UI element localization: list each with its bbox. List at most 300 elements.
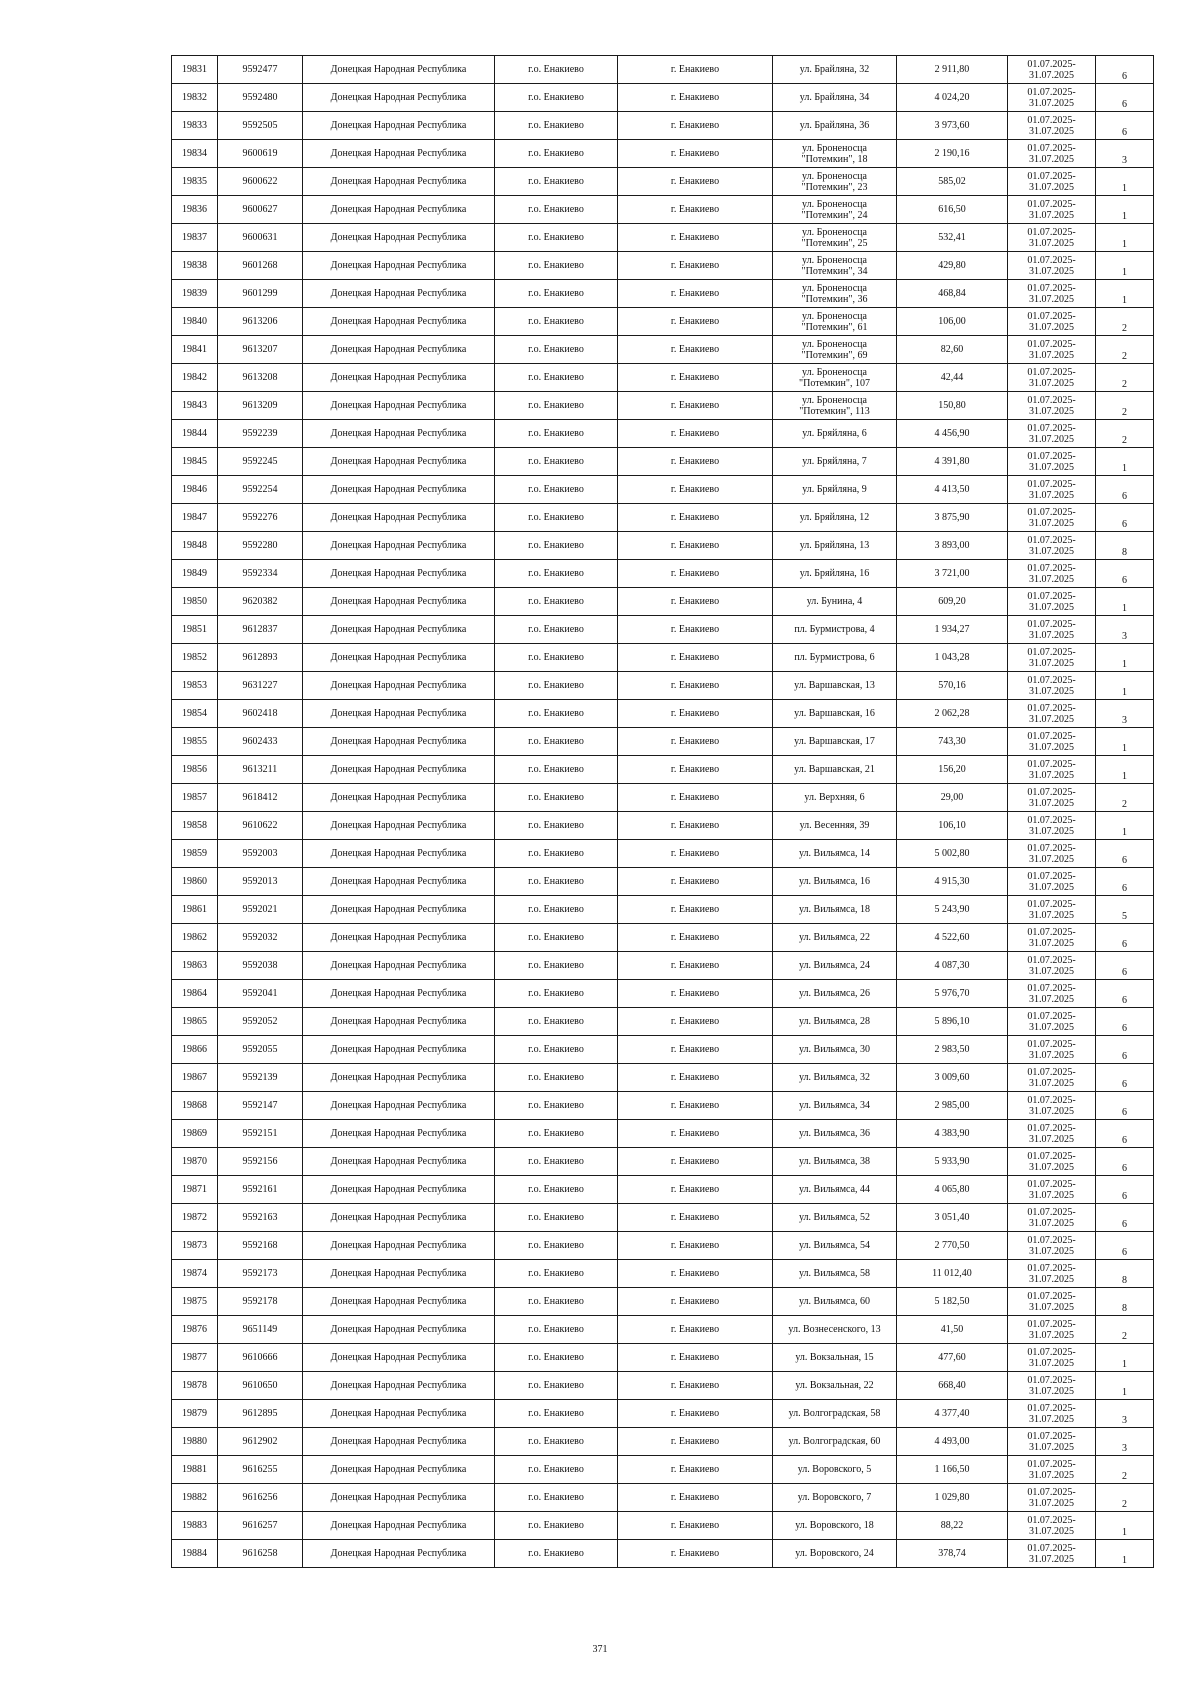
district-cell: г.о. Енакиево — [495, 112, 618, 140]
region-cell: Донецкая Народная Республика — [303, 1372, 495, 1400]
region-cell: Донецкая Народная Республика — [303, 868, 495, 896]
record-number-cell: 19870 — [172, 1148, 218, 1176]
area-cell: 1 043,28 — [897, 644, 1008, 672]
city-cell: г. Енакиево — [618, 56, 773, 84]
area-cell: 106,10 — [897, 812, 1008, 840]
count-cell: 1 — [1096, 252, 1154, 280]
area-cell: 4 493,00 — [897, 1428, 1008, 1456]
record-number-cell: 19875 — [172, 1288, 218, 1316]
period-cell: 01.07.2025- 31.07.2025 — [1008, 1260, 1096, 1288]
city-cell: г. Енакиево — [618, 812, 773, 840]
address-cell: ул. Броненосца "Потемкин", 23 — [773, 168, 897, 196]
district-cell: г.о. Енакиево — [495, 896, 618, 924]
period-cell: 01.07.2025- 31.07.2025 — [1008, 1400, 1096, 1428]
period-cell: 01.07.2025- 31.07.2025 — [1008, 112, 1096, 140]
district-cell: г.о. Енакиево — [495, 1400, 618, 1428]
object-id-cell: 9592161 — [218, 1176, 303, 1204]
area-cell: 3 893,00 — [897, 532, 1008, 560]
object-id-cell: 9592239 — [218, 420, 303, 448]
address-cell: ул. Вильямса, 22 — [773, 924, 897, 952]
count-cell: 1 — [1096, 1540, 1154, 1568]
object-id-cell: 9613207 — [218, 336, 303, 364]
table-row — [172, 896, 1154, 924]
district-cell: г.о. Енакиево — [495, 756, 618, 784]
object-id-cell: 9613209 — [218, 392, 303, 420]
district-cell: г.о. Енакиево — [495, 280, 618, 308]
area-cell: 743,30 — [897, 728, 1008, 756]
address-cell: ул. Варшавская, 13 — [773, 672, 897, 700]
record-number-cell: 19833 — [172, 112, 218, 140]
area-cell: 4 383,90 — [897, 1120, 1008, 1148]
area-cell: 29,00 — [897, 784, 1008, 812]
object-id-cell: 9631227 — [218, 672, 303, 700]
address-cell: ул. Вильямса, 44 — [773, 1176, 897, 1204]
district-cell: г.о. Енакиево — [495, 532, 618, 560]
address-cell: ул. Верхняя, 6 — [773, 784, 897, 812]
area-cell: 2 911,80 — [897, 56, 1008, 84]
city-cell: г. Енакиево — [618, 728, 773, 756]
record-number-cell: 19841 — [172, 336, 218, 364]
city-cell: г. Енакиево — [618, 252, 773, 280]
city-cell: г. Енакиево — [618, 504, 773, 532]
district-cell: г.о. Енакиево — [495, 1148, 618, 1176]
record-number-cell: 19837 — [172, 224, 218, 252]
period-cell: 01.07.2025- 31.07.2025 — [1008, 1540, 1096, 1568]
table-row — [172, 784, 1154, 812]
region-cell: Донецкая Народная Республика — [303, 1204, 495, 1232]
region-cell: Донецкая Народная Республика — [303, 1120, 495, 1148]
count-cell: 5 — [1096, 896, 1154, 924]
area-cell: 429,80 — [897, 252, 1008, 280]
district-cell: г.о. Енакиево — [495, 1456, 618, 1484]
area-cell: 532,41 — [897, 224, 1008, 252]
district-cell: г.о. Енакиево — [495, 952, 618, 980]
count-cell: 6 — [1096, 476, 1154, 504]
object-id-cell: 9602418 — [218, 700, 303, 728]
object-id-cell: 9600627 — [218, 196, 303, 224]
period-cell: 01.07.2025- 31.07.2025 — [1008, 140, 1096, 168]
period-cell: 01.07.2025- 31.07.2025 — [1008, 420, 1096, 448]
record-number-cell: 19882 — [172, 1484, 218, 1512]
record-number-cell: 19860 — [172, 868, 218, 896]
region-cell: Донецкая Народная Республика — [303, 1232, 495, 1260]
area-cell: 585,02 — [897, 168, 1008, 196]
district-cell: г.о. Енакиево — [495, 700, 618, 728]
address-cell: пл. Бурмистрова, 4 — [773, 616, 897, 644]
record-number-cell: 19880 — [172, 1428, 218, 1456]
table-row — [172, 672, 1154, 700]
record-number-cell: 19858 — [172, 812, 218, 840]
count-cell: 1 — [1096, 1512, 1154, 1540]
record-number-cell: 19859 — [172, 840, 218, 868]
record-number-cell: 19874 — [172, 1260, 218, 1288]
count-cell: 2 — [1096, 1456, 1154, 1484]
record-number-cell: 19866 — [172, 1036, 218, 1064]
count-cell: 6 — [1096, 504, 1154, 532]
object-id-cell: 9592480 — [218, 84, 303, 112]
table-row — [172, 644, 1154, 672]
district-cell: г.о. Енакиево — [495, 924, 618, 952]
area-cell: 378,74 — [897, 1540, 1008, 1568]
address-cell: ул. Бряйляна, 6 — [773, 420, 897, 448]
page-number: 371 — [592, 1644, 608, 1655]
district-cell: г.о. Енакиево — [495, 196, 618, 224]
address-cell: ул. Волгоградская, 60 — [773, 1428, 897, 1456]
period-cell: 01.07.2025- 31.07.2025 — [1008, 952, 1096, 980]
city-cell: г. Енакиево — [618, 924, 773, 952]
area-cell: 88,22 — [897, 1512, 1008, 1540]
region-cell: Донецкая Народная Республика — [303, 756, 495, 784]
city-cell: г. Енакиево — [618, 112, 773, 140]
area-cell: 2 190,16 — [897, 140, 1008, 168]
area-cell: 4 413,50 — [897, 476, 1008, 504]
table-row — [172, 1316, 1154, 1344]
address-cell: ул. Вильямса, 24 — [773, 952, 897, 980]
table-row — [172, 168, 1154, 196]
object-id-cell: 9592178 — [218, 1288, 303, 1316]
count-cell: 2 — [1096, 1316, 1154, 1344]
area-cell: 2 062,28 — [897, 700, 1008, 728]
region-cell: Донецкая Народная Республика — [303, 1148, 495, 1176]
object-id-cell: 9592013 — [218, 868, 303, 896]
city-cell: г. Енакиево — [618, 560, 773, 588]
address-cell: ул. Вокзальная, 15 — [773, 1344, 897, 1372]
table-row — [172, 140, 1154, 168]
region-cell: Донецкая Народная Республика — [303, 840, 495, 868]
record-number-cell: 19853 — [172, 672, 218, 700]
area-cell: 3 875,90 — [897, 504, 1008, 532]
area-cell: 2 985,00 — [897, 1092, 1008, 1120]
object-id-cell: 9592038 — [218, 952, 303, 980]
period-cell: 01.07.2025- 31.07.2025 — [1008, 308, 1096, 336]
count-cell: 6 — [1096, 1204, 1154, 1232]
district-cell: г.о. Енакиево — [495, 672, 618, 700]
period-cell: 01.07.2025- 31.07.2025 — [1008, 1008, 1096, 1036]
area-cell: 4 065,80 — [897, 1176, 1008, 1204]
object-id-cell: 9610650 — [218, 1372, 303, 1400]
count-cell: 1 — [1096, 1372, 1154, 1400]
city-cell: г. Енакиево — [618, 364, 773, 392]
record-number-cell: 19849 — [172, 560, 218, 588]
table-row — [172, 1008, 1154, 1036]
area-cell: 156,20 — [897, 756, 1008, 784]
district-cell: г.о. Енакиево — [495, 1288, 618, 1316]
record-number-cell: 19884 — [172, 1540, 218, 1568]
record-number-cell: 19838 — [172, 252, 218, 280]
period-cell: 01.07.2025- 31.07.2025 — [1008, 56, 1096, 84]
area-cell: 2 983,50 — [897, 1036, 1008, 1064]
city-cell: г. Енакиево — [618, 308, 773, 336]
address-cell: ул. Бряйляна, 12 — [773, 504, 897, 532]
object-id-cell: 9592156 — [218, 1148, 303, 1176]
region-cell: Донецкая Народная Республика — [303, 140, 495, 168]
area-cell: 4 915,30 — [897, 868, 1008, 896]
district-cell: г.о. Енакиево — [495, 644, 618, 672]
table-row — [172, 616, 1154, 644]
city-cell: г. Енакиево — [618, 840, 773, 868]
region-cell: Донецкая Народная Республика — [303, 364, 495, 392]
count-cell: 6 — [1096, 1064, 1154, 1092]
period-cell: 01.07.2025- 31.07.2025 — [1008, 1176, 1096, 1204]
address-cell: ул. Броненосца "Потемкин", 34 — [773, 252, 897, 280]
address-cell: ул. Вильямса, 14 — [773, 840, 897, 868]
district-cell: г.о. Енакиево — [495, 1204, 618, 1232]
region-cell: Донецкая Народная Республика — [303, 532, 495, 560]
object-id-cell: 9612893 — [218, 644, 303, 672]
region-cell: Донецкая Народная Республика — [303, 728, 495, 756]
record-number-cell: 19844 — [172, 420, 218, 448]
city-cell: г. Енакиево — [618, 644, 773, 672]
address-cell: ул. Весенняя, 39 — [773, 812, 897, 840]
count-cell: 2 — [1096, 308, 1154, 336]
count-cell: 1 — [1096, 644, 1154, 672]
count-cell: 3 — [1096, 1400, 1154, 1428]
count-cell: 2 — [1096, 420, 1154, 448]
period-cell: 01.07.2025- 31.07.2025 — [1008, 392, 1096, 420]
table-row — [172, 504, 1154, 532]
count-cell: 3 — [1096, 140, 1154, 168]
count-cell: 3 — [1096, 700, 1154, 728]
period-cell: 01.07.2025- 31.07.2025 — [1008, 700, 1096, 728]
district-cell: г.о. Енакиево — [495, 364, 618, 392]
table-row — [172, 196, 1154, 224]
address-cell: ул. Броненосца "Потемкин", 107 — [773, 364, 897, 392]
period-cell: 01.07.2025- 31.07.2025 — [1008, 1092, 1096, 1120]
count-cell: 1 — [1096, 224, 1154, 252]
city-cell: г. Енакиево — [618, 1456, 773, 1484]
city-cell: г. Енакиево — [618, 1400, 773, 1428]
district-cell: г.о. Енакиево — [495, 812, 618, 840]
address-cell: ул. Бряйляна, 7 — [773, 448, 897, 476]
city-cell: г. Енакиево — [618, 1232, 773, 1260]
table-row — [172, 1540, 1154, 1568]
address-cell: ул. Волгоградская, 58 — [773, 1400, 897, 1428]
region-cell: Донецкая Народная Республика — [303, 644, 495, 672]
count-cell: 1 — [1096, 672, 1154, 700]
address-cell: пл. Бурмистрова, 6 — [773, 644, 897, 672]
address-cell: ул. Бряйляна, 9 — [773, 476, 897, 504]
record-number-cell: 19835 — [172, 168, 218, 196]
address-cell: ул. Вильямса, 38 — [773, 1148, 897, 1176]
address-cell: ул. Вильямса, 34 — [773, 1092, 897, 1120]
address-cell: ул. Бунина, 4 — [773, 588, 897, 616]
count-cell: 1 — [1096, 588, 1154, 616]
area-cell: 2 770,50 — [897, 1232, 1008, 1260]
address-cell: ул. Вокзальная, 22 — [773, 1372, 897, 1400]
address-cell: ул. Брайляна, 32 — [773, 56, 897, 84]
region-cell: Донецкая Народная Республика — [303, 392, 495, 420]
region-cell: Донецкая Народная Республика — [303, 224, 495, 252]
address-cell: ул. Вильямса, 58 — [773, 1260, 897, 1288]
address-cell: ул. Бряйляна, 16 — [773, 560, 897, 588]
region-cell: Донецкая Народная Республика — [303, 1288, 495, 1316]
district-cell: г.о. Енакиево — [495, 1036, 618, 1064]
table-row — [172, 448, 1154, 476]
table-row — [172, 812, 1154, 840]
table-row — [172, 700, 1154, 728]
record-number-cell: 19842 — [172, 364, 218, 392]
region-cell: Донецкая Народная Республика — [303, 812, 495, 840]
count-cell: 1 — [1096, 1344, 1154, 1372]
region-cell: Донецкая Народная Республика — [303, 700, 495, 728]
city-cell: г. Енакиево — [618, 784, 773, 812]
period-cell: 01.07.2025- 31.07.2025 — [1008, 364, 1096, 392]
city-cell: г. Енакиево — [618, 280, 773, 308]
address-cell: ул. Варшавская, 21 — [773, 756, 897, 784]
object-id-cell: 9592041 — [218, 980, 303, 1008]
table-row — [172, 560, 1154, 588]
period-cell: 01.07.2025- 31.07.2025 — [1008, 1372, 1096, 1400]
district-cell: г.о. Енакиево — [495, 560, 618, 588]
area-cell: 3 051,40 — [897, 1204, 1008, 1232]
object-id-cell: 9592052 — [218, 1008, 303, 1036]
object-id-cell: 9592003 — [218, 840, 303, 868]
count-cell: 6 — [1096, 868, 1154, 896]
count-cell: 2 — [1096, 1484, 1154, 1512]
district-cell: г.о. Енакиево — [495, 1064, 618, 1092]
period-cell: 01.07.2025- 31.07.2025 — [1008, 1204, 1096, 1232]
table-row — [172, 364, 1154, 392]
district-cell: г.о. Енакиево — [495, 784, 618, 812]
count-cell: 6 — [1096, 952, 1154, 980]
area-cell: 82,60 — [897, 336, 1008, 364]
address-cell: ул. Броненосца "Потемкин", 18 — [773, 140, 897, 168]
record-number-cell: 19834 — [172, 140, 218, 168]
period-cell: 01.07.2025- 31.07.2025 — [1008, 280, 1096, 308]
city-cell: г. Енакиево — [618, 1428, 773, 1456]
period-cell: 01.07.2025- 31.07.2025 — [1008, 1036, 1096, 1064]
table-row — [172, 588, 1154, 616]
district-cell: г.о. Енакиево — [495, 420, 618, 448]
object-id-cell: 9651149 — [218, 1316, 303, 1344]
area-cell: 4 087,30 — [897, 952, 1008, 980]
table-row — [172, 420, 1154, 448]
area-cell: 4 391,80 — [897, 448, 1008, 476]
table-row — [172, 1036, 1154, 1064]
table-row — [172, 756, 1154, 784]
object-id-cell: 9592151 — [218, 1120, 303, 1148]
area-cell: 468,84 — [897, 280, 1008, 308]
area-cell: 5 243,90 — [897, 896, 1008, 924]
table-row — [172, 532, 1154, 560]
city-cell: г. Енакиево — [618, 1288, 773, 1316]
object-id-cell: 9616257 — [218, 1512, 303, 1540]
district-cell: г.о. Енакиево — [495, 168, 618, 196]
count-cell: 1 — [1096, 196, 1154, 224]
city-cell: г. Енакиево — [618, 672, 773, 700]
area-cell: 41,50 — [897, 1316, 1008, 1344]
object-id-cell: 9613208 — [218, 364, 303, 392]
table-row — [172, 1484, 1154, 1512]
city-cell: г. Енакиево — [618, 336, 773, 364]
object-id-cell: 9618412 — [218, 784, 303, 812]
district-cell: г.о. Енакиево — [495, 476, 618, 504]
city-cell: г. Енакиево — [618, 140, 773, 168]
table-row — [172, 1512, 1154, 1540]
district-cell: г.о. Енакиево — [495, 980, 618, 1008]
city-cell: г. Енакиево — [618, 700, 773, 728]
district-cell: г.о. Енакиево — [495, 336, 618, 364]
city-cell: г. Енакиево — [618, 756, 773, 784]
district-cell: г.о. Енакиево — [495, 1512, 618, 1540]
table-row — [172, 280, 1154, 308]
object-id-cell: 9592168 — [218, 1232, 303, 1260]
district-cell: г.о. Енакиево — [495, 1232, 618, 1260]
count-cell: 6 — [1096, 1120, 1154, 1148]
count-cell: 6 — [1096, 980, 1154, 1008]
record-number-cell: 19831 — [172, 56, 218, 84]
address-cell: ул. Брайляна, 36 — [773, 112, 897, 140]
record-number-cell: 19878 — [172, 1372, 218, 1400]
object-id-cell: 9592032 — [218, 924, 303, 952]
table-row — [172, 1428, 1154, 1456]
district-cell: г.о. Енакиево — [495, 504, 618, 532]
table-row — [172, 952, 1154, 980]
district-cell: г.о. Енакиево — [495, 448, 618, 476]
record-number-cell: 19873 — [172, 1232, 218, 1260]
object-id-cell: 9612902 — [218, 1428, 303, 1456]
district-cell: г.о. Енакиево — [495, 1372, 618, 1400]
region-cell: Донецкая Народная Республика — [303, 112, 495, 140]
record-number-cell: 19881 — [172, 1456, 218, 1484]
period-cell: 01.07.2025- 31.07.2025 — [1008, 1316, 1096, 1344]
table-row — [172, 308, 1154, 336]
area-cell: 3 009,60 — [897, 1064, 1008, 1092]
table-row — [172, 980, 1154, 1008]
area-cell: 668,40 — [897, 1372, 1008, 1400]
district-cell: г.о. Енакиево — [495, 588, 618, 616]
address-cell: ул. Воровского, 24 — [773, 1540, 897, 1568]
period-cell: 01.07.2025- 31.07.2025 — [1008, 1428, 1096, 1456]
district-cell: г.о. Енакиево — [495, 1540, 618, 1568]
region-cell: Донецкая Народная Республика — [303, 1344, 495, 1372]
city-cell: г. Енакиево — [618, 1316, 773, 1344]
city-cell: г. Енакиево — [618, 1204, 773, 1232]
region-cell: Донецкая Народная Республика — [303, 924, 495, 952]
area-cell: 150,80 — [897, 392, 1008, 420]
district-cell: г.о. Енакиево — [495, 1428, 618, 1456]
object-id-cell: 9620382 — [218, 588, 303, 616]
city-cell: г. Енакиево — [618, 1036, 773, 1064]
address-cell: ул. Броненосца "Потемкин", 36 — [773, 280, 897, 308]
record-number-cell: 19851 — [172, 616, 218, 644]
table-row — [172, 336, 1154, 364]
count-cell: 2 — [1096, 336, 1154, 364]
period-cell: 01.07.2025- 31.07.2025 — [1008, 924, 1096, 952]
area-cell: 570,16 — [897, 672, 1008, 700]
area-cell: 4 456,90 — [897, 420, 1008, 448]
address-cell: ул. Воровского, 18 — [773, 1512, 897, 1540]
table-row — [172, 84, 1154, 112]
address-cell: ул. Вильямса, 30 — [773, 1036, 897, 1064]
record-number-cell: 19854 — [172, 700, 218, 728]
period-cell: 01.07.2025- 31.07.2025 — [1008, 1064, 1096, 1092]
city-cell: г. Енакиево — [618, 1092, 773, 1120]
district-cell: г.о. Енакиево — [495, 1344, 618, 1372]
table-row — [172, 1148, 1154, 1176]
area-cell: 4 377,40 — [897, 1400, 1008, 1428]
period-cell: 01.07.2025- 31.07.2025 — [1008, 1120, 1096, 1148]
region-cell: Донецкая Народная Республика — [303, 588, 495, 616]
area-cell: 3 973,60 — [897, 112, 1008, 140]
count-cell: 2 — [1096, 364, 1154, 392]
record-number-cell: 19857 — [172, 784, 218, 812]
record-number-cell: 19869 — [172, 1120, 218, 1148]
city-cell: г. Енакиево — [618, 1512, 773, 1540]
registry-table — [171, 55, 1154, 1568]
count-cell: 1 — [1096, 448, 1154, 476]
district-cell: г.о. Енакиево — [495, 140, 618, 168]
